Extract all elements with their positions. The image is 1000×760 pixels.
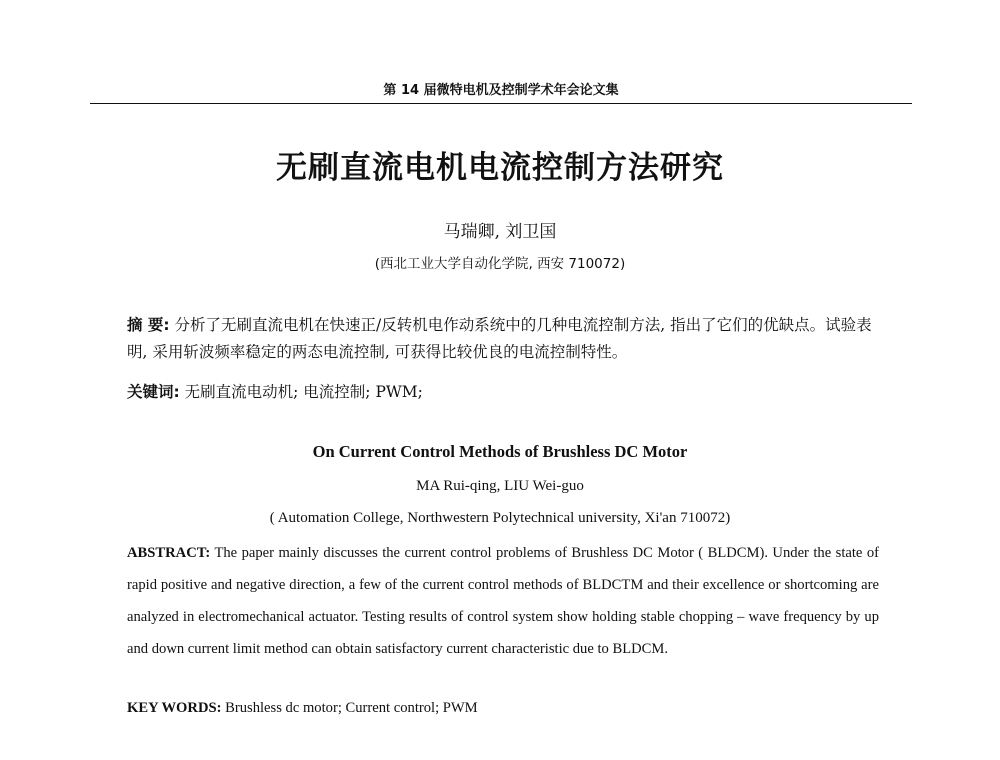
running-header: 第 14 届微特电机及控制学术年会论文集 [383, 83, 619, 98]
english-authors: MA Rui-qing, LIU Wei-guo [416, 478, 584, 494]
english-abstract [127, 537, 879, 665]
chinese-abstract-text: 分析了无刷直流电机在快速正/反转机电作动系统中的几种电流控制方法, 指出了它们的优缺点。试验表明, 采用斩波频率稳定的两态电流控制, 可获得比较优良的电流控制特性。 [127, 316, 872, 361]
english-affiliation: ( Automation College, Northwestern Polytechnical university, Xi'an 710072) [269, 510, 731, 526]
english-keywords [127, 697, 879, 719]
chinese-authors: 马瑞卿, 刘卫国 [443, 222, 557, 242]
chinese-abstract-label: 摘 要: [127, 316, 170, 334]
header-rule [90, 103, 912, 104]
english-title: On Current Control Methods of Brushless DC Motor [312, 442, 688, 461]
chinese-abstract [127, 312, 885, 366]
chinese-keywords [127, 380, 885, 404]
chinese-affiliation: (西北工业大学自动化学院, 西安 710072) [374, 256, 626, 272]
english-keywords-label: KEY WORDS: [127, 700, 222, 716]
english-abstract-text: The paper mainly discusses the current control problems of Brushless DC Motor ( BLDCM). Under the state of rapid positive and negative direction, a few of the current control methods of BLDCTM and their excellence or shortcoming are analyzed in electromechanical actuator. Testing results of control system show holding stable chopping – wave frequency by up and down current limit method can obtain satisfactory current characteristic due to BLDCM. [127, 545, 879, 657]
chinese-title: 无刷直流电机电流控制方法研究 [276, 150, 724, 186]
chinese-keywords-text: 无刷直流电动机; 电流控制; PWM; [184, 383, 423, 401]
english-keywords-text: Brushless dc motor; Current control; PWM [225, 700, 478, 716]
english-abstract-label: ABSTRACT: [127, 545, 211, 561]
chinese-keywords-label: 关键词: [127, 383, 180, 401]
